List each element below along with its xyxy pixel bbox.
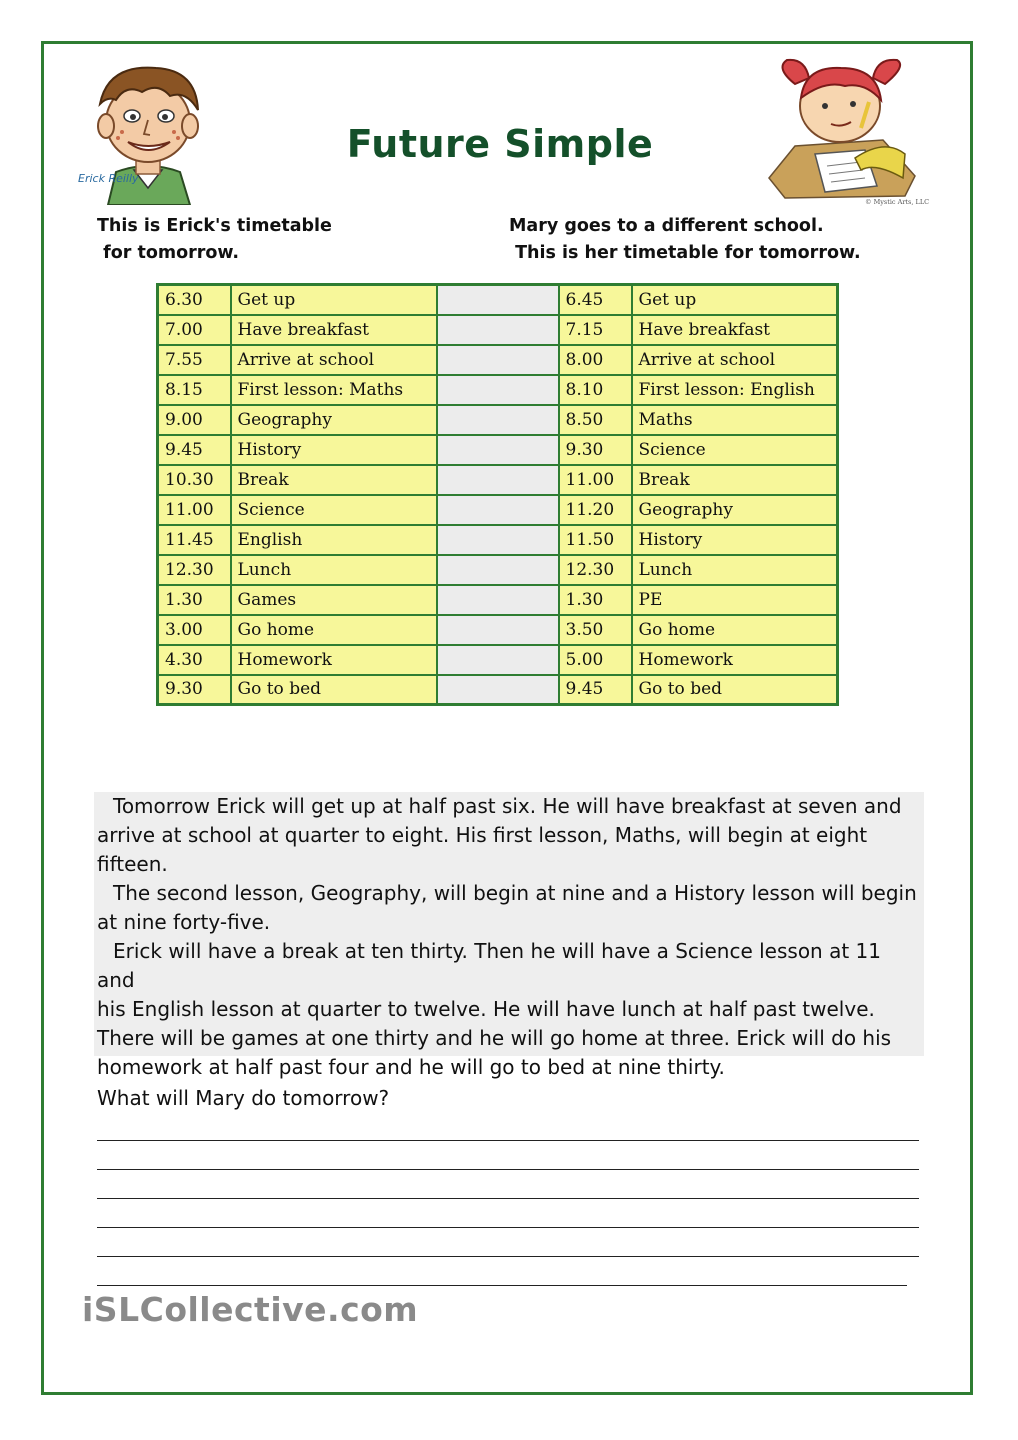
timetable-row	[158, 585, 838, 615]
mary-activity: Break	[632, 465, 838, 495]
mary-activity: First lesson: English	[632, 375, 838, 405]
mary-time: 8.10	[559, 375, 632, 405]
passage-line	[94, 908, 924, 937]
timetable-row	[158, 465, 838, 495]
erick-activity: Go home	[231, 615, 437, 645]
mary-activity: Lunch	[632, 555, 838, 585]
passage-line-text: at nine forty-five.	[97, 910, 271, 934]
erick-intro	[97, 213, 332, 267]
passage-line	[94, 1053, 924, 1082]
mary-activity: Go home	[632, 615, 838, 645]
erick-time: 8.15	[158, 375, 231, 405]
mary-activity: Geography	[632, 495, 838, 525]
mary-illustration	[765, 58, 935, 208]
blank-gap-cell	[437, 675, 559, 705]
girl-credit: © Mystic Arts, LLC	[865, 198, 930, 206]
passage-line-text: There will be games at one thirty and he will go home at three. Erick will do his	[97, 1026, 892, 1050]
mary-activity: Have breakfast	[632, 315, 838, 345]
erick-activity: Go to bed	[231, 675, 437, 705]
erick-time: 1.30	[158, 585, 231, 615]
erick-time: 9.30	[158, 675, 231, 705]
blank-gap-cell	[437, 285, 559, 315]
timetable-row	[158, 495, 838, 525]
erick-activity: Arrive at school	[231, 345, 437, 375]
answer-line[interactable]	[97, 1140, 919, 1141]
erick-activity: Science	[231, 495, 437, 525]
erick-activity: Lunch	[231, 555, 437, 585]
passage-line	[94, 850, 924, 879]
mary-time: 5.00	[559, 645, 632, 675]
erick-activity: First lesson: Maths	[231, 375, 437, 405]
reading-passage	[94, 792, 924, 1079]
erick-time: 11.45	[158, 525, 231, 555]
blank-gap-cell	[437, 315, 559, 345]
timetable-row	[158, 435, 838, 465]
timetable-row	[158, 555, 838, 585]
blank-gap-cell	[437, 375, 559, 405]
erick-time: 9.45	[158, 435, 231, 465]
blank-gap-cell	[437, 555, 559, 585]
erick-time: 6.30	[158, 285, 231, 315]
timetable-row	[158, 525, 838, 555]
mary-activity: PE	[632, 585, 838, 615]
mary-time: 8.50	[559, 405, 632, 435]
erick-activity: Homework	[231, 645, 437, 675]
erick-activity: History	[231, 435, 437, 465]
erick-time: 7.55	[158, 345, 231, 375]
mary-time: 12.30	[559, 555, 632, 585]
mary-activity: Go to bed	[632, 675, 838, 705]
passage-line-text: fifteen.	[97, 852, 168, 876]
blank-gap-cell	[437, 465, 559, 495]
mary-activity: Arrive at school	[632, 345, 838, 375]
passage-line-text: his English lesson at quarter to twelve. He will have lunch at half past twelve.	[97, 997, 875, 1021]
mary-time: 6.45	[559, 285, 632, 315]
timetable-row	[158, 675, 838, 705]
passage-line-text: The second lesson, Geography, will begin at nine and a History lesson will begin	[113, 881, 917, 905]
mary-time: 11.00	[559, 465, 632, 495]
mary-activity: Science	[632, 435, 838, 465]
erick-time: 4.30	[158, 645, 231, 675]
mary-time: 11.20	[559, 495, 632, 525]
passage-line-text: Erick will have a break at ten thirty. Then he will have a Science lesson at 11 and	[97, 939, 881, 992]
erick-time: 12.30	[158, 555, 231, 585]
mary-time: 7.15	[559, 315, 632, 345]
erick-activity: Geography	[231, 405, 437, 435]
blank-gap-cell	[437, 585, 559, 615]
blank-gap-cell	[437, 405, 559, 435]
erick-time: 7.00	[158, 315, 231, 345]
answer-line[interactable]	[97, 1198, 919, 1199]
passage-line	[94, 995, 924, 1024]
timetable-row	[158, 645, 838, 675]
islcollective-logo: iSLCollective.com	[82, 1290, 419, 1329]
blank-gap-cell	[437, 645, 559, 675]
answer-line[interactable]	[97, 1256, 919, 1257]
timetable-row	[158, 375, 838, 405]
timetable	[156, 283, 839, 706]
passage-line-text: Tomorrow Erick will get up at half past six. He will have breakfast at seven and	[113, 794, 902, 818]
answer-line[interactable]	[97, 1285, 907, 1286]
timetable-row	[158, 285, 838, 315]
mary-intro	[509, 213, 861, 267]
erick-time: 9.00	[158, 405, 231, 435]
blank-gap-cell	[437, 435, 559, 465]
timetable-row	[158, 405, 838, 435]
erick-time: 10.30	[158, 465, 231, 495]
blank-gap-cell	[437, 345, 559, 375]
erick-activity: Games	[231, 585, 437, 615]
passage-line	[94, 1024, 924, 1053]
mary-activity: Maths	[632, 405, 838, 435]
mary-time: 9.30	[559, 435, 632, 465]
answer-line[interactable]	[97, 1227, 919, 1228]
mary-time: 11.50	[559, 525, 632, 555]
erick-illustration	[78, 60, 218, 205]
erick-activity: English	[231, 525, 437, 555]
erick-time: 11.00	[158, 495, 231, 525]
timetable-row	[158, 345, 838, 375]
mary-activity: History	[632, 525, 838, 555]
passage-line-text: arrive at school at quarter to eight. His first lesson, Maths, will begin at eight	[97, 823, 868, 847]
mary-time: 8.00	[559, 345, 632, 375]
boy-signature: Erick Reilly	[78, 172, 139, 185]
mary-time: 3.50	[559, 615, 632, 645]
timetable-row	[158, 615, 838, 645]
mary-activity: Homework	[632, 645, 838, 675]
passage-line	[94, 879, 924, 908]
mary-intro-line2: This is her timetable for tomorrow.	[509, 243, 861, 263]
question: What will Mary do tomorrow?	[97, 1086, 390, 1110]
passage-line-text: homework at half past four and he will go to bed at nine thirty.	[97, 1055, 725, 1079]
mary-activity: Get up	[632, 285, 838, 315]
passage-line	[94, 792, 924, 821]
timetable-row	[158, 315, 838, 345]
erick-activity: Break	[231, 465, 437, 495]
passage-line	[94, 821, 924, 850]
mary-time: 1.30	[559, 585, 632, 615]
mary-intro-line1: Mary goes to a different school.	[509, 216, 824, 236]
erick-activity: Get up	[231, 285, 437, 315]
erick-activity: Have breakfast	[231, 315, 437, 345]
blank-gap-cell	[437, 495, 559, 525]
page-title: Future Simple	[346, 122, 654, 166]
mary-time: 9.45	[559, 675, 632, 705]
erick-intro-line1: This is Erick's timetable	[97, 216, 332, 236]
answer-line[interactable]	[97, 1169, 919, 1170]
blank-gap-cell	[437, 615, 559, 645]
erick-intro-line2: for tomorrow.	[97, 243, 240, 263]
erick-time: 3.00	[158, 615, 231, 645]
passage-line	[94, 937, 924, 995]
blank-gap-cell	[437, 525, 559, 555]
